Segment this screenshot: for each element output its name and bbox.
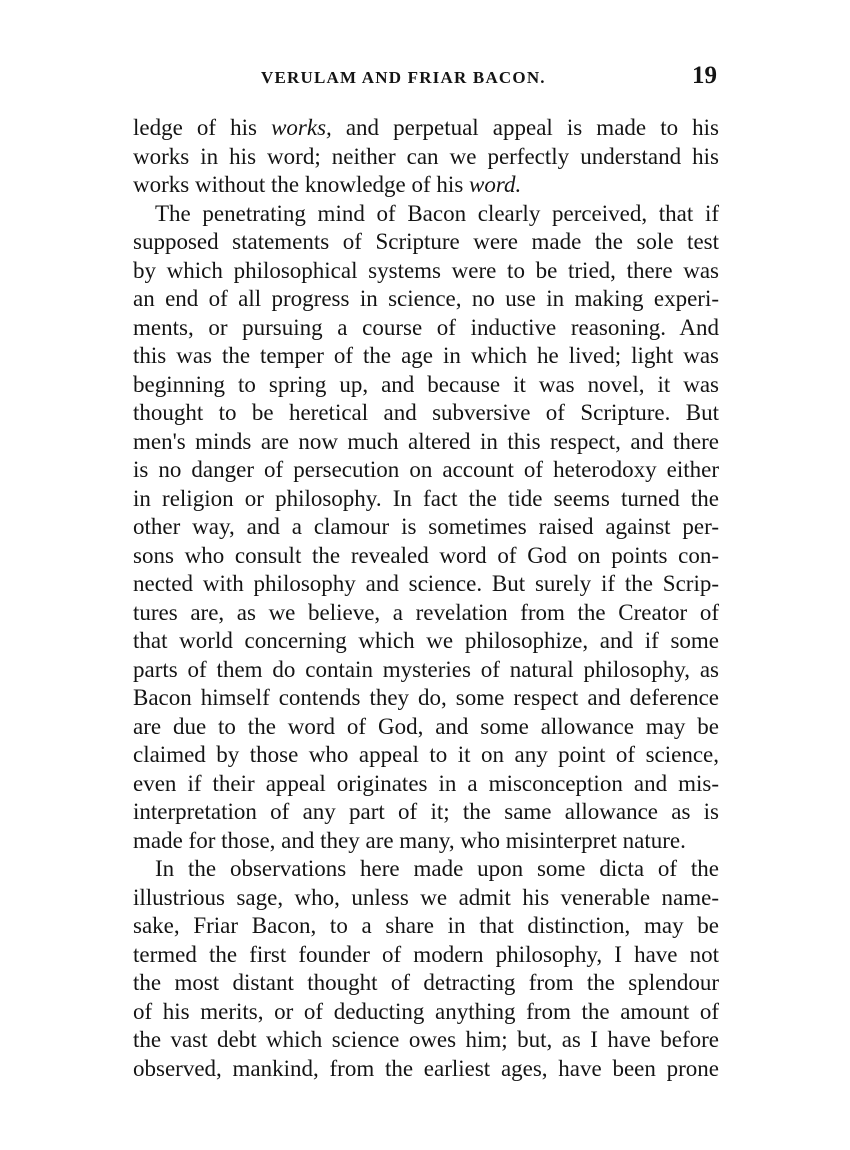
paragraph bbox=[133, 200, 719, 856]
text-line bbox=[133, 428, 719, 457]
text-segment: ments, or pursuing a course of inductive reasoning. And bbox=[133, 314, 719, 340]
text-segment: and perpetual appeal is made to his bbox=[331, 115, 720, 140]
text-line bbox=[133, 855, 719, 884]
text-segment: beginning to spring up, and because it was novel, it was bbox=[133, 371, 719, 397]
text-line bbox=[133, 827, 719, 856]
text-line bbox=[133, 627, 719, 656]
text-line bbox=[133, 798, 719, 827]
text-line bbox=[133, 570, 719, 599]
text-line bbox=[133, 684, 719, 713]
text-segment: tures are, as we believe, a revelation from the Creator of bbox=[133, 599, 719, 625]
italic-text: word. bbox=[469, 172, 522, 197]
italic-text: works, bbox=[271, 115, 332, 140]
text-line bbox=[133, 542, 719, 571]
text-segment: termed the first founder of modern philosophy, I have not bbox=[133, 941, 719, 967]
text-segment: claimed by those who appeal to it on any point of science, bbox=[133, 742, 719, 767]
text-line bbox=[133, 741, 719, 770]
text-segment: by which philosophical systems were to be tried, there was bbox=[133, 257, 719, 283]
paragraph bbox=[133, 114, 719, 200]
text-segment: sake, Friar Bacon, to a share in that distinction, may be bbox=[133, 913, 719, 938]
text-line bbox=[133, 884, 719, 913]
text-segment: in religion or philosophy. In fact the tide seems turned the bbox=[133, 485, 719, 511]
page-number: 19 bbox=[692, 62, 717, 89]
text-line bbox=[133, 285, 719, 314]
text-segment: that world concerning which we philosophize, and if some bbox=[133, 628, 719, 653]
text-line bbox=[133, 770, 719, 799]
text-segment: works without the knowledge of his bbox=[133, 172, 470, 197]
running-head bbox=[133, 58, 719, 98]
text-segment: this was the temper of the age in which he lived; light was bbox=[133, 343, 719, 368]
text-line bbox=[133, 342, 719, 371]
text-segment: sons who consult the revealed word of God on points con- bbox=[133, 542, 719, 568]
text-segment: supposed statements of Scripture were made the sole test bbox=[133, 229, 719, 254]
text-segment: the most distant thought of detracting from the splendour bbox=[133, 970, 719, 995]
text-line bbox=[133, 912, 719, 941]
book-page bbox=[133, 58, 719, 1083]
text-line bbox=[133, 371, 719, 400]
text-line bbox=[133, 228, 719, 257]
text-segment: an end of all progress in science, no use in making experi- bbox=[133, 286, 719, 311]
text-line bbox=[133, 1026, 719, 1055]
text-segment: The penetrating mind of Bacon clearly perceived, that if bbox=[155, 200, 719, 226]
text-segment: interpretation of any part of it; the same allowance as is bbox=[133, 799, 719, 824]
paragraph bbox=[133, 855, 719, 1083]
text-line bbox=[133, 656, 719, 685]
text-segment: men's minds are now much altered in this respect, and there bbox=[133, 428, 719, 454]
text-segment: is no danger of persecution on account of heterodoxy either bbox=[133, 457, 719, 482]
text-line bbox=[133, 114, 719, 143]
text-line bbox=[133, 998, 719, 1027]
text-line bbox=[133, 513, 719, 542]
text-line bbox=[133, 1055, 719, 1084]
text-segment: nected with philosophy and science. But surely if the Scrip- bbox=[133, 571, 719, 596]
text-segment: In the observations here made upon some dicta of the bbox=[155, 856, 719, 881]
text-line bbox=[133, 257, 719, 286]
text-line bbox=[133, 143, 719, 172]
text-segment: the vast debt which science owes him; but, as I have before bbox=[133, 1027, 719, 1052]
text-line bbox=[133, 456, 719, 485]
text-segment: ledge of his bbox=[133, 115, 272, 140]
text-segment: made for those, and they are many, who misinterpret nature. bbox=[133, 827, 686, 853]
text-segment: Bacon himself contends they do, some respect and deference bbox=[133, 685, 719, 710]
text-segment: other way, and a clamour is sometimes raised against per- bbox=[133, 514, 719, 539]
text-line bbox=[133, 941, 719, 970]
body-text bbox=[133, 114, 719, 1083]
text-line bbox=[133, 599, 719, 628]
text-segment: are due to the word of God, and some allowance may be bbox=[133, 713, 719, 739]
running-title: VERULAM AND FRIAR BACON. bbox=[261, 68, 546, 87]
text-segment: thought to be heretical and subversive of Scripture. But bbox=[133, 400, 719, 425]
text-line bbox=[133, 399, 719, 428]
text-line bbox=[133, 713, 719, 742]
text-segment: observed, mankind, from the earliest ages, have been prone bbox=[133, 1055, 719, 1081]
text-line bbox=[133, 171, 719, 200]
text-line bbox=[133, 485, 719, 514]
text-segment: works in his word; neither can we perfectly understand his bbox=[133, 143, 719, 169]
text-segment: of his merits, or of deducting anything from the amount of bbox=[133, 998, 719, 1024]
text-segment: parts of them do contain mysteries of natural philosophy, as bbox=[133, 656, 719, 682]
text-segment: illustrious sage, who, unless we admit his venerable name- bbox=[133, 884, 719, 910]
text-line bbox=[133, 200, 719, 229]
text-line bbox=[133, 314, 719, 343]
text-segment: even if their appeal originates in a misconception and mis- bbox=[133, 770, 719, 796]
text-line bbox=[133, 969, 719, 998]
